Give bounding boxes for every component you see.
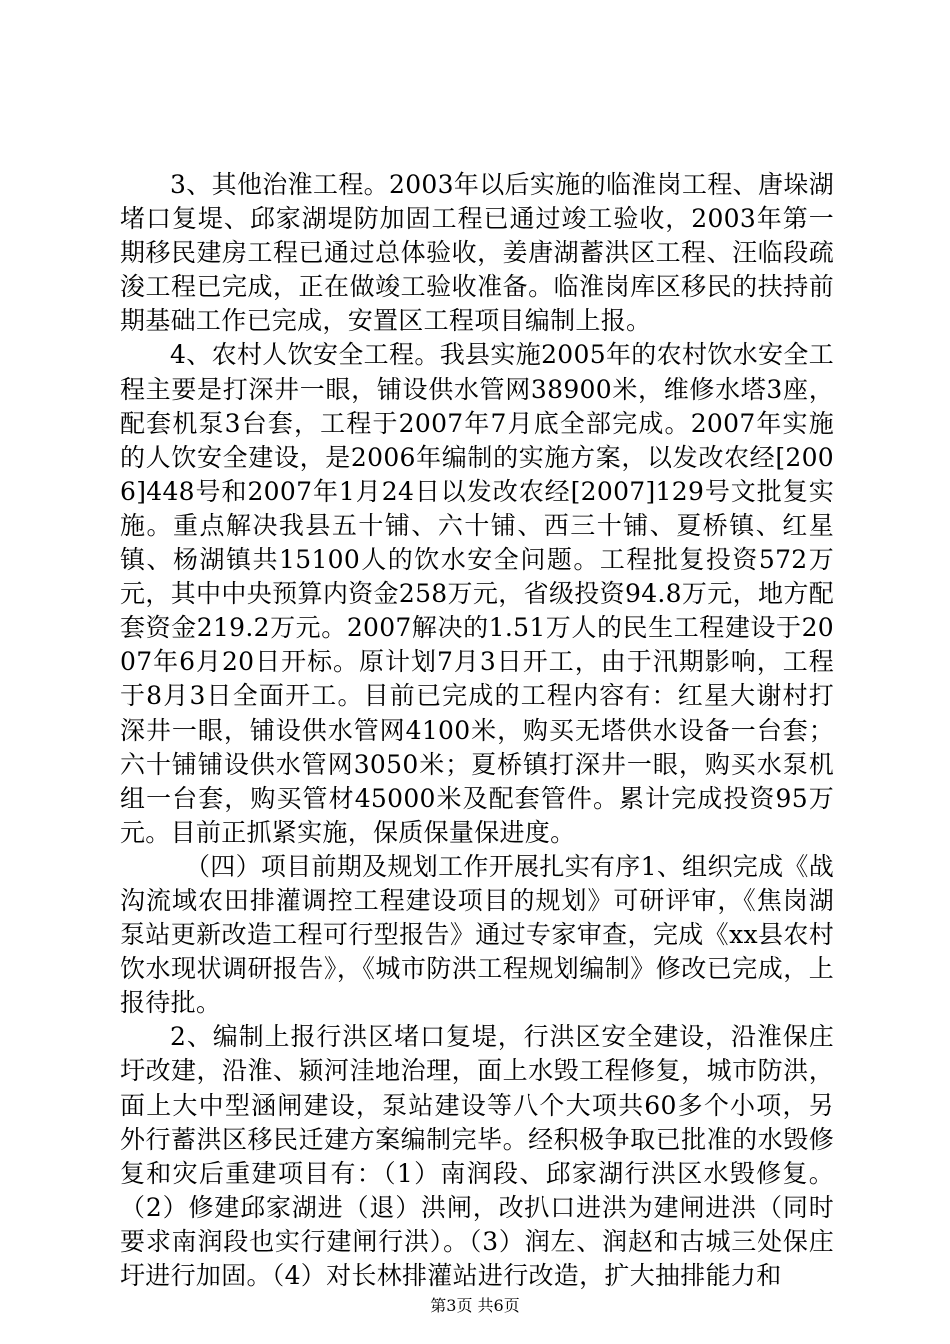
paragraph-project-planning: （四）项目前期及规划工作开展扎实有序1、组织完成《战沟流域农田排灌调控工程建设项目的规划》可研评审，《焦岗湖泵站更新改造工程可行型报告》通过专家审查，完成《xx县农村饮水现状调研报告》，《城市防洪工程规划编制》修改已完成，上报待批。 (120, 851, 834, 1018)
page-footer: 第3页 共6页 (430, 1296, 520, 1315)
document-body (120, 168, 834, 1293)
paragraph-rural-water-safety: 4、农村人饮安全工程。我县实施2005年的农村饮水安全工程主要是打深井一眼，铺设供水管网38900米，维修水塔3座，配套机泵3台套，工程于2007年7月底全部完成。2007年实施的人饮安全建设，是2006年编制的实施方案，以发改农经[2006]448号和2007年1月24日以发改农经[2007]129号文批复实施。重点解决我县五十铺、六十铺、西三十铺、夏桥镇、红星镇、杨湖镇共15100人的饮水安全问题。工程批复投资572万元，其中中央预算内资金258万元，省级投资94.8万元，地方配套资金219.2万元。2007解决的1.51万人的民生工程建设于2007年6月20日开标。原计划7月3日开工，由于汛期影响，工程于8月3日全面开工。目前已完成的工程内容有：红星大谢村打深井一眼，铺设供水管网4100米，购买无塔供水设备一台套；六十铺铺设供水管网3050米；夏桥镇打深井一眼，购买水泵机组一台套，购买管材45000米及配套管件。累计完成投资95万元。目前正抓紧实施，保质保量保进度。 (120, 340, 834, 847)
paragraph-other-huai-projects: 3、其他治淮工程。2003年以后实施的临淮岗工程、唐垛湖堵口复堤、邱家湖堤防加固工程已通过竣工验收，2003年第一期移民建房工程已通过总体验收，姜唐湖蓄洪区工程、汪临段疏浚工程已完成，正在做竣工验收准备。临淮岗库区移民的扶持前期基础工作已完成，安置区工程项目编制上报。 (120, 170, 834, 336)
paragraph-flood-area-reports: 2、编制上报行洪区堵口复堤，行洪区安全建设，沿淮保庄圩改建，沿淮、颍河洼地治理，面上水毁工程修复，城市防洪，面上大中型涵闸建设，泵站建设等八个大项共60多个小项，另外行蓄洪区移民迁建方案编制完毕。经积极争取已批准的水毁修复和灾后重建项目有：（1）南润段、邱家湖行洪区水毁修复。（2）修建邱家湖进（退）洪闸，改扒口进洪为建闸进洪（同时要求南润段也实行建闸行洪）。（3）润左、润赵和古城三处保庄圩进行加固。（4）对长林排灌站进行改造，扩大抽排能力和 (120, 1022, 834, 1290)
